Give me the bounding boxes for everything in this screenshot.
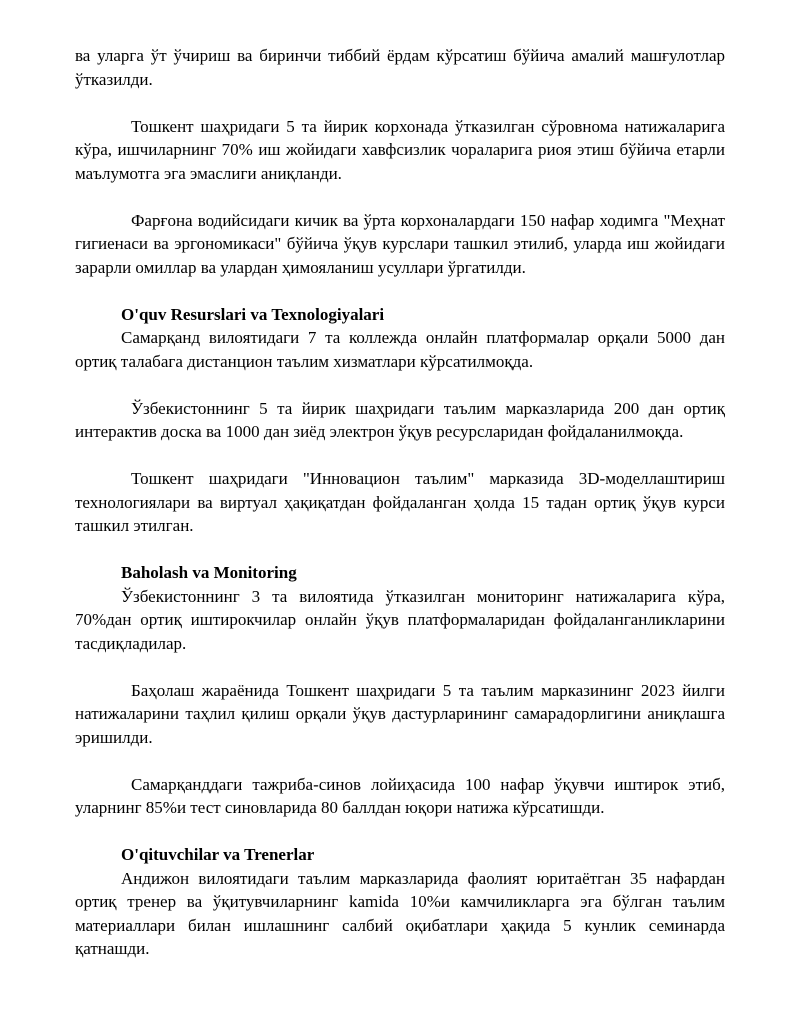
paragraph: Ўзбекистоннинг 5 та йирик шаҳридаги таълим марказларида 200 дан ортиқ интерактив доска ва 1000 дан зиёд электрон ўқув ресурсларидан фойдаланилмоқда.: [75, 398, 725, 441]
paragraph: Баҳолаш жараёнида Тошкент шаҳридаги 5 та таълим марказининг 2023 йилги натижаларини таҳлил қилиш орқали ўқув дастурларининг самарадорлигини аниқлашга эришилди.: [75, 680, 725, 747]
paragraph: Самарқанддаги тажриба-синов лойиҳасида 100 нафар ўқувчи иштирок этиб, уларнинг 85%и тест синовларида 80 баллдан юқори натижа кўрсатишди.: [75, 774, 725, 817]
paragraph: Самарқанд вилоятидаги 7 та коллежда онлайн платформалар орқали 5000 дан ортиқ талабага дистанцион таълим хизматлари кўрсатилмоқда.: [75, 328, 725, 371]
section-heading: Baholash va Monitoring: [121, 563, 297, 582]
paragraph: Тошкент шаҳридаги "Инновацион таълим" марказида 3D-моделлаштириш технологиялари ва виртуал ҳақиқатдан фойдаланган ҳолда 15 тадан ортиқ ўқув курси ташкил этилган.: [75, 469, 725, 535]
paragraph: ва уларга ўт ўчириш ва биринчи тиббий ёрдам кўрсатиш бўйича амалий машғулотлар ўтказилди.: [75, 46, 725, 89]
paragraph: Андижон вилоятидаги таълим марказларида фаолият юритаётган 35 нафардан ортиқ тренер ва ўқитувчиларнинг kamida 10%и камчиликларга эга бўлган таълим материаллари билан ишлашнинг салбий оқибатлари ҳақида 5 кунлик семинарда қатнашди.: [75, 868, 725, 958]
section-heading: O'quv Resurslari va Texnologiyalari: [121, 304, 385, 324]
paragraph: Ўзбекистоннинг 3 та вилоятида ўтказилган мониторинг натижаларига кўра, 70%дан ортиқ иштирокчилар онлайн ўқув платформаларидан фойдаланганликларини тасдиқладилар.: [75, 586, 725, 653]
section-heading: O'qituvchilar va Trenerlar: [121, 845, 315, 864]
paragraph: Фарғона водийсидаги кичик ва ўрта корхоналардаги 150 нафар ходимга "Меҳнат гигиенаси ва эргономикаси" бўйича ўқув курслари ташкил этилиб, уларда иш жойидаги зарарли омиллар ва улардан ҳимояланиш усуллари ўргатилди.: [75, 210, 725, 277]
paragraph: Тошкент шаҳридаги 5 та йирик корхонада ўтказилган сўровнома натижаларига кўра, ишчиларнинг 70% иш жойидаги хавфсизлик чораларига риоя этиш бўйича етарли маълумотга эга эмаслиги аниқланди.: [75, 116, 725, 183]
